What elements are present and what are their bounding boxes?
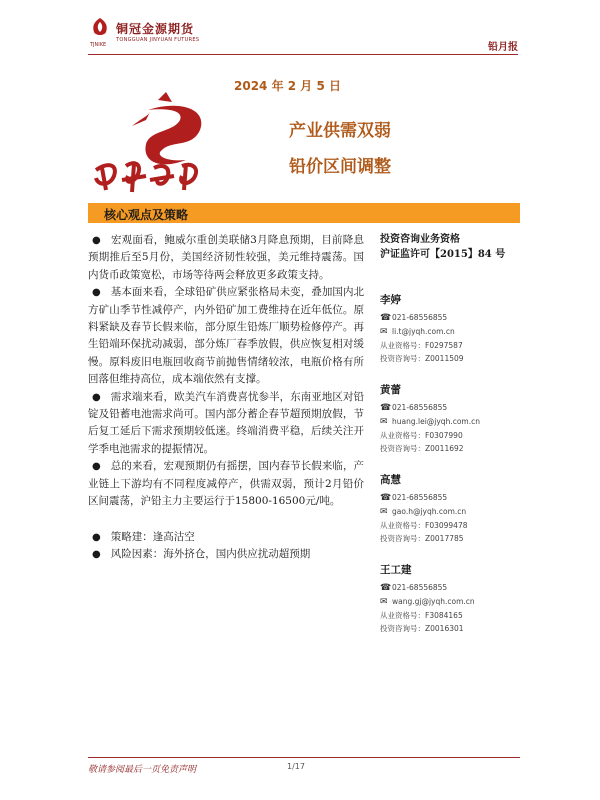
analyst-card: [380, 292, 520, 365]
phone-icon: ☎: [380, 583, 392, 593]
analyst-email[interactable]: huang.lei@jyqh.com.cn: [392, 417, 480, 426]
bullet-text: 宏观面看，鲍威尔重创美联储3月降息预期，目前降息预期推后至5月份，美国经济韧性较强，美元维持震荡。国内货币政策宽松，市场等待两会释放更多政策支持。: [88, 234, 364, 281]
footer-divider: [88, 757, 520, 758]
bullet-dot-icon: ●: [92, 548, 101, 560]
analyst-cert: 从业资格号：F3084165: [380, 611, 463, 620]
analyst-card: [380, 382, 520, 455]
analyst-phone: 021-68556855: [392, 583, 448, 592]
analyst-cert: 从业资格号：F0307990: [380, 431, 463, 440]
strategy-text: 策略建：逢高沽空: [110, 530, 195, 543]
phone-icon: ☎: [380, 493, 392, 503]
bullet-text: 基本面来看，全球铅矿供应紧张格局未变，叠加国内北方矿山季节性减停产，内外铅矿加工费维持在近年低位。原料紧缺及春节长假来临，部分原生铅炼厂顺势检修停产。再生铅端环保扰动减弱，部分炼厂春季放假，供应恢复相对缓慢。原料废旧电瓶回收商节前抛售情绪较浓，电瓶价格有所回落但维持高位，成本端依然有支撑。: [88, 286, 364, 386]
bullet-text: 总的来看，宏观预期仍有摇摆，国内春节长假来临，产业链上下游均有不同程度减停产，供需双弱，预计2月铅价区间震荡，沪铅主力主要运行于15800-16500元/吨。: [88, 460, 364, 508]
footer-disclaimer: 敬请参阅最后一页免责声明: [88, 765, 197, 775]
report-type: 铅月报: [488, 42, 518, 53]
email-icon: ✉: [380, 597, 388, 607]
analyst-sidebar: [380, 232, 520, 633]
bullet-summary: [88, 458, 364, 510]
analyst-name: 李婷: [380, 294, 401, 306]
report-date: 2024 年 2 月 5 日: [234, 79, 341, 93]
risk-text: 风险因素：海外挤仓，国内供应扰动超预期: [110, 547, 311, 560]
phone-icon: ☎: [380, 403, 392, 413]
bullet-dot-icon: ●: [92, 391, 101, 403]
company-name-en: TONGGUAN JINYUAN FUTURES: [116, 37, 200, 43]
bullet-dot-icon: ●: [92, 287, 101, 299]
core-views-column: [88, 232, 364, 563]
report-title-line1: 产业供需双弱: [289, 121, 391, 141]
email-icon: ✉: [380, 327, 388, 337]
page-number: 1/17: [287, 762, 305, 771]
page-header: [88, 14, 518, 54]
phone-icon: ☎: [380, 313, 392, 323]
analyst-phone: 021-68556855: [392, 403, 448, 412]
header-divider: [88, 54, 518, 55]
company-name: 铜冠金源期货: [116, 22, 195, 36]
bullet-dot-icon: ●: [92, 235, 101, 246]
analyst-phone: 021-68556855: [392, 493, 448, 502]
calligraphy-emblem-icon: [88, 90, 298, 200]
analyst-card: [380, 472, 520, 545]
analyst-name: 黄蕾: [380, 384, 401, 396]
analyst-advisory: 投资咨询号：Z0016301: [380, 624, 464, 633]
section-title: 核心观点及策略: [104, 208, 189, 222]
analyst-email[interactable]: wang.gj@jyqh.com.cn: [392, 597, 475, 606]
analyst-phone: 021-68556855: [392, 313, 448, 322]
bullet-strategy: [88, 529, 364, 546]
bullet-demand: [88, 389, 364, 459]
analyst-advisory: 投资咨询号：Z0011692: [380, 444, 464, 453]
email-icon: ✉: [380, 417, 388, 427]
analyst-cert: 从业资格号：F0297587: [380, 341, 463, 350]
analyst-card: [380, 562, 520, 635]
logo-subtext: TJNIKE: [90, 42, 107, 48]
analyst-advisory: 投资咨询号：Z0011509: [380, 354, 464, 363]
bullet-fundamentals: [88, 284, 364, 388]
bullet-text: 需求端来看，欧美汽车消费喜忧参半，东南亚地区对铅锭及铅蓄电池需求尚可。国内部分蓄企春节超预期放假，节后复工延后下需求预期较低迷。终端消费平稳，后续关注开学季电池需求的提振情况。: [88, 390, 364, 455]
bullet-risk: [88, 546, 364, 563]
company-logo-icon: [88, 16, 112, 40]
qualification-title: 投资咨询业务资格: [380, 234, 460, 245]
analyst-name: 王工建: [380, 564, 412, 576]
report-title-line2: 铅价区间调整: [289, 157, 391, 177]
analyst-advisory: 投资咨询号：Z0017785: [380, 534, 464, 543]
bullet-macro: [88, 232, 364, 284]
email-icon: ✉: [380, 507, 388, 517]
analyst-name: 高慧: [380, 474, 401, 486]
bullet-dot-icon: ●: [92, 461, 101, 473]
analyst-email[interactable]: gao.h@jyqh.com.cn: [392, 507, 467, 516]
qualification-license: 沪证监许可【2015】84 号: [380, 249, 506, 260]
analyst-cert: 从业资格号：F03099478: [380, 521, 468, 530]
bullet-dot-icon: ●: [92, 531, 101, 543]
analyst-email[interactable]: li.t@jyqh.com.cn: [392, 327, 455, 336]
